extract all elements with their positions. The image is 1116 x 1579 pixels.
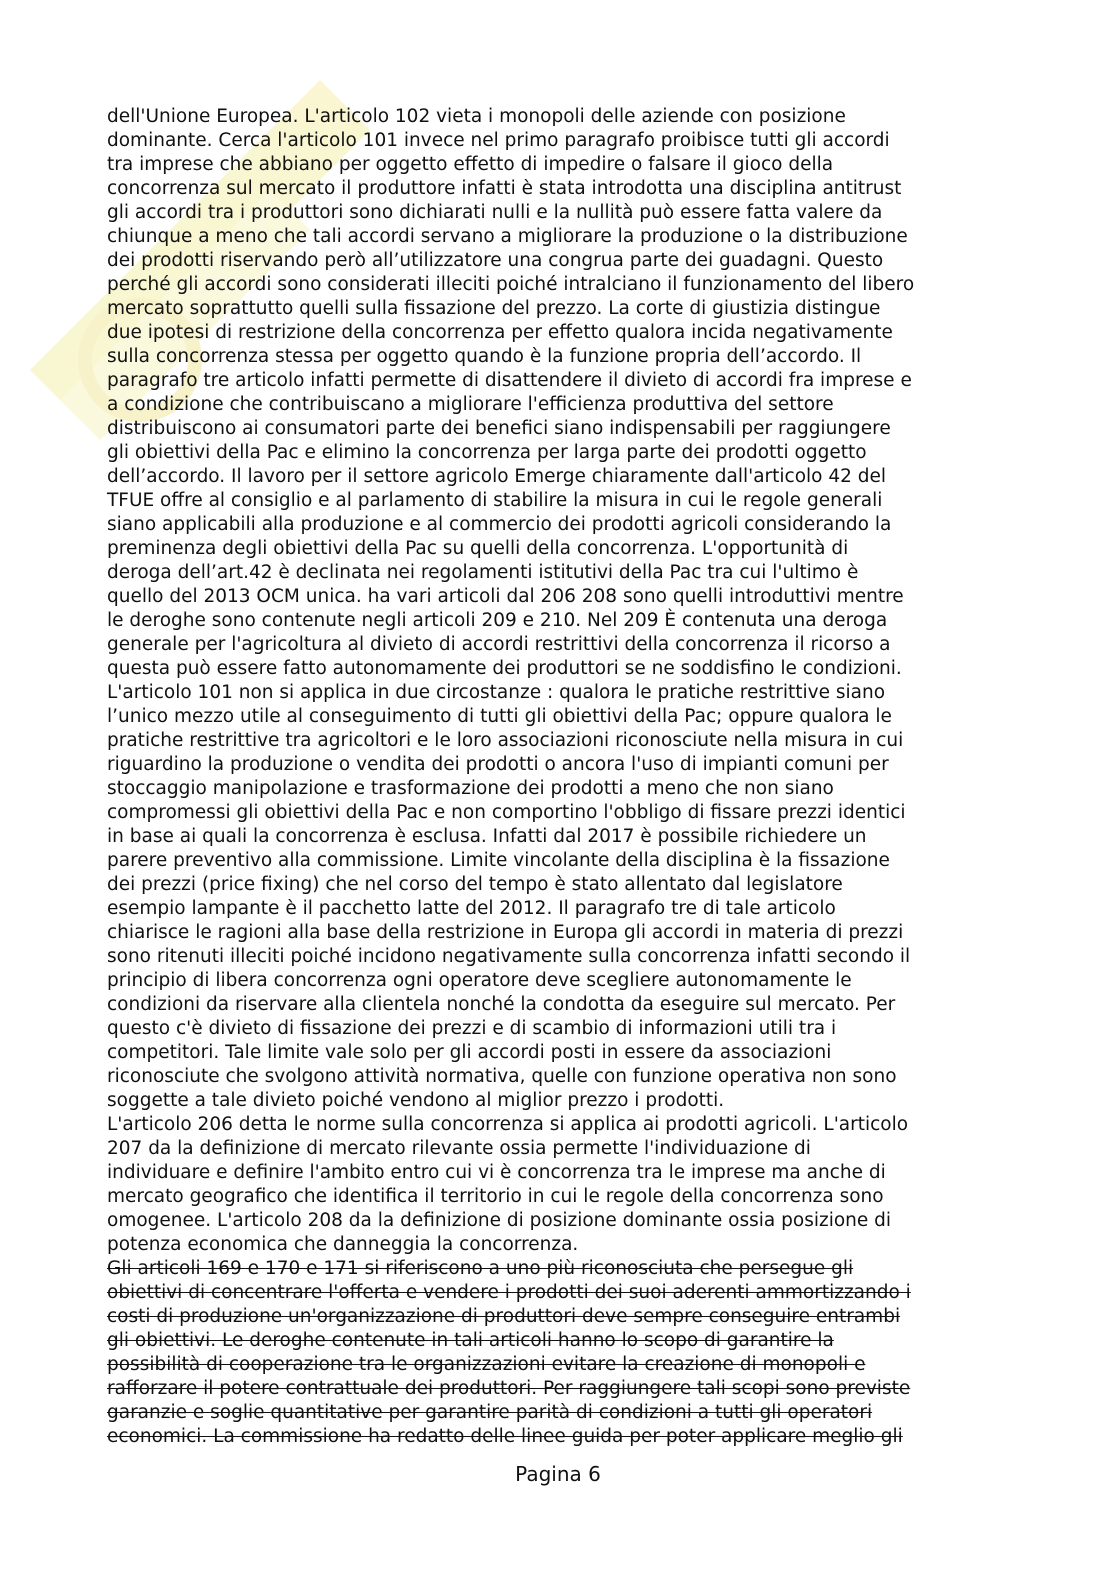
text-line: dell'Unione Europea. L'articolo 102 vieta i monopoli delle aziende con posizione bbox=[107, 106, 846, 127]
struck-text-line bbox=[107, 1377, 1027, 1401]
strikethrough-text: Gli articoli 169 e 170 e 171 si riferiscono a uno più riconosciuta che persegue gli bbox=[107, 1258, 854, 1279]
text-line: tra imprese che abbiano per oggetto effetto di impedire o falsare il gioco della bbox=[107, 154, 834, 175]
text-line: dominante. Cerca l'articolo 101 invece nel primo paragrafo proibisce tutti gli accordi bbox=[107, 130, 890, 151]
text-line: individuare e definire l'ambito entro cui vi è concorrenza tra le imprese ma anche di bbox=[107, 1162, 886, 1183]
text-line: mercato geografico che identifica il territorio in cui le regole della concorrenza sono bbox=[107, 1186, 884, 1207]
text-line: sono ritenuti illeciti poiché incidono negativamente sulla concorrenza infatti secondo il bbox=[107, 946, 911, 967]
struck-text-line bbox=[107, 1257, 1027, 1281]
text-line: parere preventivo alla commissione. Limite vincolante della disciplina è la fissazione bbox=[107, 850, 890, 871]
text-line: questa può essere fatto autonomamente dei produttori se ne soddisfino le condizioni. bbox=[107, 658, 902, 679]
text-line: condizioni da riservare alla clientela nonché la condotta da eseguire sul mercato. Per bbox=[107, 994, 896, 1015]
text-line: chiunque a meno che tali accordi servano a migliorare la produzione o la distribuzione bbox=[107, 226, 908, 247]
text-line: potenza economica che danneggia la concorrenza. bbox=[107, 1234, 579, 1255]
strikethrough-text: obiettivi di concentrare l'offerta e vendere i prodotti dei suoi aderenti ammortizzando i bbox=[107, 1282, 911, 1303]
text-line: 207 da la definizione di mercato rilevante ossia permette l'individuazione di bbox=[107, 1138, 811, 1159]
strikethrough-text: gli obiettivi. Le deroghe contenute in tali articoli hanno lo scopo di garantire la bbox=[107, 1330, 834, 1351]
text-line: dell’accordo. Il lavoro per il settore agricolo Emerge chiaramente dall'articolo 42 del bbox=[107, 466, 887, 487]
text-line: l’unico mezzo utile al conseguimento di tutti gli obiettivi della Pac; oppure qualora le bbox=[107, 706, 892, 727]
document-body bbox=[107, 105, 1027, 1449]
text-line: omogenee. L'articolo 208 da la definizione di posizione dominante ossia posizione di bbox=[107, 1210, 892, 1231]
text-line: principio di libera concorrenza ogni operatore deve scegliere autonomamente le bbox=[107, 970, 852, 991]
text-line: riguardino la produzione o vendita dei prodotti o ancora l'uso di impianti comuni per bbox=[107, 754, 889, 775]
text-line: paragrafo tre articolo infatti permette di disattendere il divieto di accordi fra imprese e bbox=[107, 370, 912, 391]
strikethrough-text: economici. La commissione ha redatto delle linee guida per poter applicare meglio gli bbox=[107, 1426, 903, 1447]
text-line: perché gli accordi sono considerati illeciti poiché intralciano il funzionamento del libero bbox=[107, 274, 915, 295]
text-line: in base ai quali la concorrenza è esclusa. Infatti dal 2017 è possibile richiedere un bbox=[107, 826, 867, 847]
text-line: mercato soprattutto quelli sulla fissazione del prezzo. La corte di giustizia distingue bbox=[107, 298, 881, 319]
text-line: siano applicabili alla produzione e al commercio dei prodotti agricoli considerando la bbox=[107, 514, 892, 535]
struck-text-line bbox=[107, 1401, 1027, 1425]
text-line: L'articolo 101 non si applica in due circostanze : qualora le pratiche restrittive siano bbox=[107, 682, 886, 703]
text-line: stoccaggio manipolazione e trasformazione dei prodotti a meno che non siano bbox=[107, 778, 834, 799]
text-line: gli obiettivi della Pac e elimino la concorrenza per larga parte dei prodotti oggetto bbox=[107, 442, 867, 463]
text-line: due ipotesi di restrizione della concorrenza per effetto qualora incida negativamente bbox=[107, 322, 893, 343]
text-line: sulla concorrenza stessa per oggetto quando è la funzione propria dell’accordo. Il bbox=[107, 346, 862, 367]
text-line: L'articolo 206 detta le norme sulla concorrenza si applica ai prodotti agricoli. L'articolo bbox=[107, 1114, 909, 1135]
text-line: distribuiscono ai consumatori parte dei benefici siano indispensabili per raggiungere bbox=[107, 418, 891, 439]
strikethrough-text: rafforzare il potere contrattuale dei produttori. Per raggiungere tali scopi sono previste bbox=[107, 1378, 911, 1399]
text-line: deroga dell’art.42 è declinata nei regolamenti istitutivi della Pac tra cui l'ultimo è bbox=[107, 562, 859, 583]
text-line: questo c'è divieto di fissazione dei prezzi e di scambio di informazioni utili tra i bbox=[107, 1018, 837, 1039]
text-line: preminenza degli obiettivi della Pac su quelli della concorrenza. L'opportunità di bbox=[107, 538, 849, 559]
struck-text-line bbox=[107, 1353, 1027, 1377]
struck-text-line bbox=[107, 1281, 1027, 1305]
text-line: generale per l'agricoltura al divieto di accordi restrittivi della concorrenza il ricorso a bbox=[107, 634, 891, 655]
text-line: quello del 2013 OCM unica. ha vari articoli dal 206 208 sono quelli introduttivi mentre bbox=[107, 586, 904, 607]
text-line: dei prezzi (price fixing) che nel corso del tempo è stato allentato dal legislatore bbox=[107, 874, 843, 895]
text-line: TFUE offre al consiglio e al parlamento di stabilire la misura in cui le regole generali bbox=[107, 490, 883, 511]
strikethrough-text: possibilità di cooperazione tra le organizzazioni evitare la creazione di monopoli e bbox=[107, 1354, 866, 1375]
strikethrough-text: costi di produzione un'organizzazione di produttori deve sempre conseguire entrambi bbox=[107, 1306, 901, 1327]
text-line: dei prodotti riservando però all’utilizzatore una congrua parte dei guadagni. Questo bbox=[107, 250, 884, 271]
struck-text-line bbox=[107, 1425, 1027, 1449]
text-line: esempio lampante è il pacchetto latte del 2012. Il paragrafo tre di tale articolo bbox=[107, 898, 836, 919]
struck-text-line bbox=[107, 1305, 1027, 1329]
text-line: soggette a tale divieto poiché vendono al miglior prezzo i prodotti. bbox=[107, 1090, 725, 1111]
page-number: Pagina 6 bbox=[515, 1462, 601, 1486]
text-line: chiarisce le ragioni alla base della restrizione in Europa gli accordi in materia di prezzi bbox=[107, 922, 904, 943]
text-line: gli accordi tra i produttori sono dichiarati nulli e la nullità può essere fatta valere da bbox=[107, 202, 883, 223]
text-line: concorrenza sul mercato il produttore infatti è stata introdotta una disciplina antitrust bbox=[107, 178, 902, 199]
struck-text-line bbox=[107, 1329, 1027, 1353]
text-line: compromessi gli obiettivi della Pac e non comportino l'obbligo di fissare prezzi identici bbox=[107, 802, 906, 823]
strikethrough-text: garanzie e soglie quantitative per garantire parità di condizioni a tutti gli operatori bbox=[107, 1402, 873, 1423]
text-line: a condizione che contribuiscano a migliorare l'efficienza produttiva del settore bbox=[107, 394, 834, 415]
text-line: competitori. Tale limite vale solo per gli accordi posti in essere da associazioni bbox=[107, 1042, 832, 1063]
text-line: riconosciute che svolgono attività normativa, quelle con funzione operativa non sono bbox=[107, 1066, 897, 1087]
text-line: pratiche restrittive tra agricoltori e le loro associazioni riconosciute nella misura in cui bbox=[107, 730, 904, 751]
text-line: le deroghe sono contenute negli articoli 209 e 210. Nel 209 È contenuta una deroga bbox=[107, 610, 888, 631]
